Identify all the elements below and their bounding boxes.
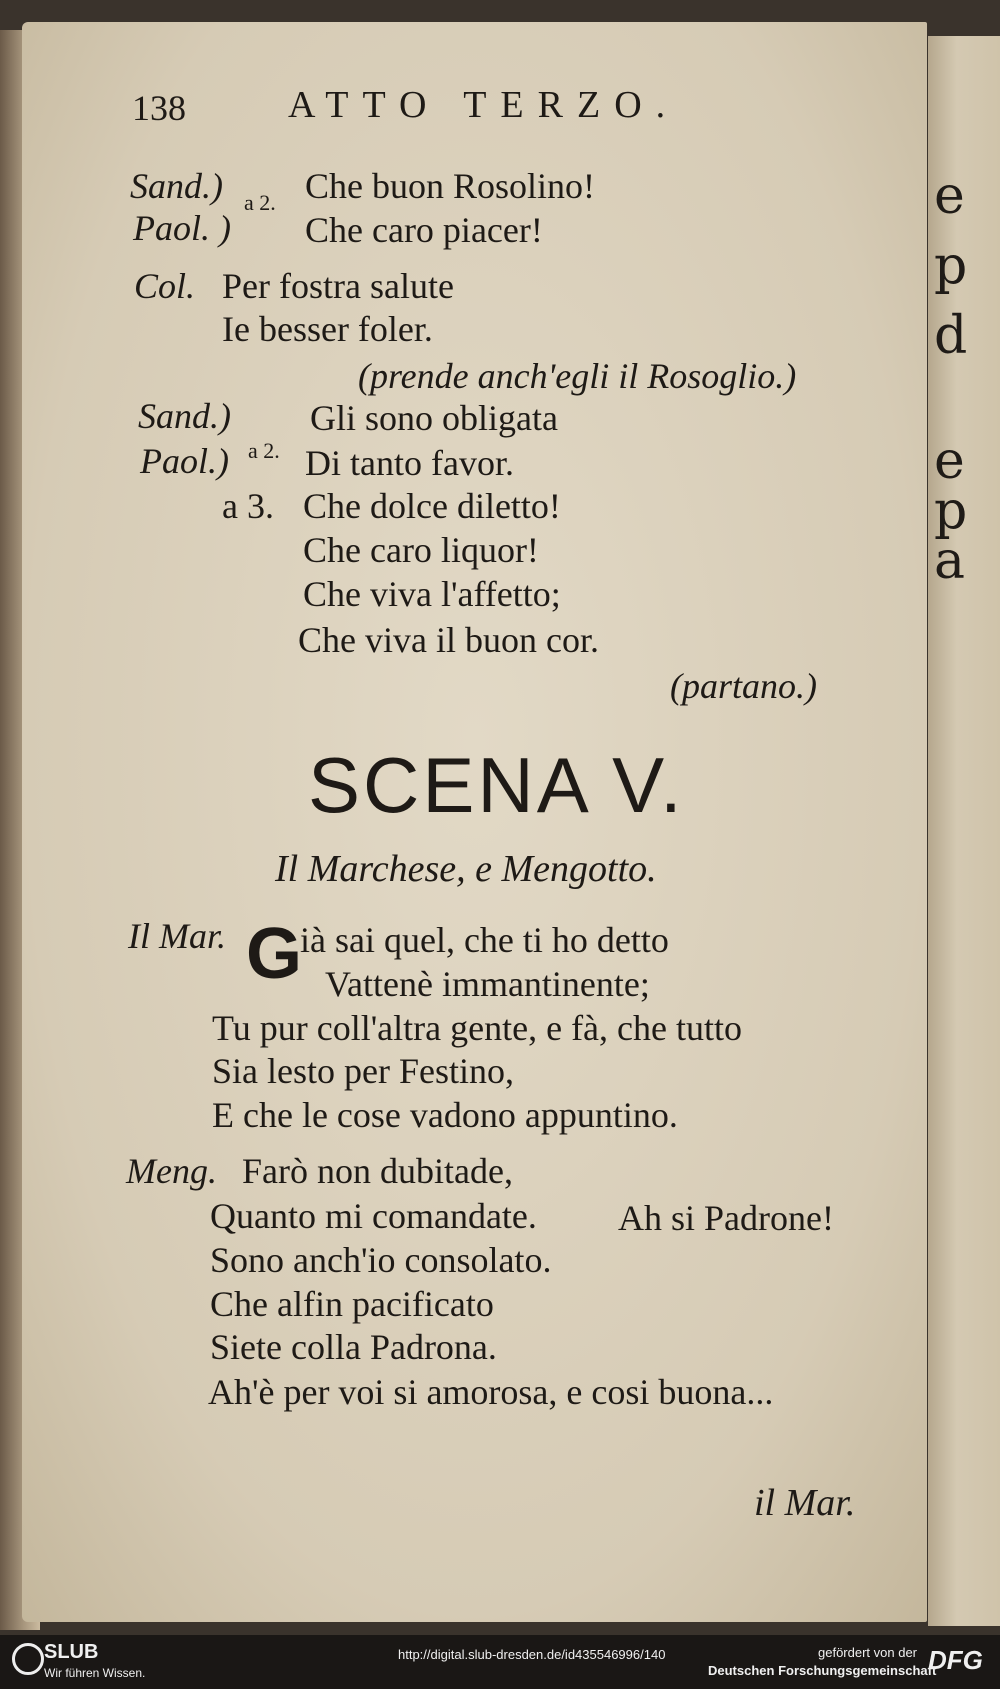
funded-by-label: gefördert von der [818, 1645, 918, 1660]
dfg-logo: DFG [928, 1645, 983, 1675]
speaker-paol: Paol. ) [133, 208, 231, 248]
verse-line: Quanto mi comandate. [210, 1196, 537, 1236]
facing-page-glyph: p [934, 481, 968, 541]
verse-line: Per fostra salute [222, 266, 454, 306]
facing-page-glyph: e [934, 431, 965, 491]
funder-name: Deutschen Forschungsgemeinschaft [708, 1663, 937, 1678]
slub-logo-name: SLUB [44, 1641, 99, 1663]
verse-line: Che buon Rosolino! [305, 166, 596, 206]
catchword: il Mar. [754, 1482, 856, 1524]
facing-page-edge [928, 36, 1000, 1626]
a-due-marker: a 2. [248, 438, 280, 463]
facing-page-glyph: d [934, 306, 968, 366]
speaker-paol: Paol.) [140, 441, 229, 481]
verse-line: Di tanto favor. [305, 443, 514, 483]
a-due-marker: a 2. [244, 190, 276, 215]
scene-title: SCENA V. [308, 741, 685, 829]
speaker-sand: Sand.) [130, 166, 223, 206]
verse-line: Tu pur coll'altra gente, e fà, che tutto [212, 1008, 742, 1048]
verse-line: Che viva l'affetto; [303, 574, 561, 614]
slub-logo-icon [12, 1643, 44, 1675]
facing-page-glyph: e [934, 166, 965, 226]
verse-line: Che viva il buon cor. [298, 620, 599, 660]
verse-line: Siete colla Padrona. [210, 1327, 497, 1367]
verse-line: Ah si Padrone! [618, 1198, 834, 1238]
facing-page-glyph: p [934, 236, 968, 296]
speaker-mengotto: Meng. [126, 1151, 217, 1191]
speaker-sand: Sand.) [138, 396, 231, 436]
verse-line: Farò non dubitade, [242, 1151, 513, 1191]
speaker-col: Col. [134, 266, 196, 306]
a-tre-marker: a 3. [222, 486, 274, 526]
verse-line: ià sai quel, che ti ho detto [300, 920, 669, 960]
page-number: 138 [132, 88, 186, 128]
verse-line: Vattenè immantinente; [325, 964, 650, 1004]
verse-line: Che caro piacer! [305, 210, 543, 250]
stage-direction: (prende anch'egli il Rosoglio.) [358, 356, 797, 396]
speaker-marchese: Il Mar. [128, 916, 226, 956]
stage-direction: (partano.) [670, 666, 817, 706]
slub-tagline: Wir führen Wissen. [44, 1666, 146, 1680]
verse-line: E che le cose vadono appuntino. [212, 1095, 678, 1135]
facing-page-glyph: a [934, 531, 966, 591]
verse-line: Ie besser foler. [222, 309, 433, 349]
verse-line: Che alfin pacificato [210, 1284, 494, 1324]
drop-cap: G [246, 914, 303, 994]
viewer-footer [0, 1635, 1000, 1689]
scene-characters: Il Marchese, e Mengotto. [275, 848, 657, 890]
verse-line: Gli sono obligata [310, 398, 558, 438]
verse-line: Sia lesto per Festino, [212, 1051, 514, 1091]
source-url[interactable]: http://digital.slub-dresden.de/id435546996/140 [398, 1647, 666, 1662]
verse-line: Che caro liquor! [303, 530, 539, 570]
running-title: ATTO TERZO. [288, 84, 680, 126]
verse-line: Che dolce diletto! [303, 486, 561, 526]
verse-line: Sono anch'io consolato. [210, 1240, 552, 1280]
verse-line: Ah'è per voi si amorosa, e cosi buona... [208, 1372, 774, 1412]
